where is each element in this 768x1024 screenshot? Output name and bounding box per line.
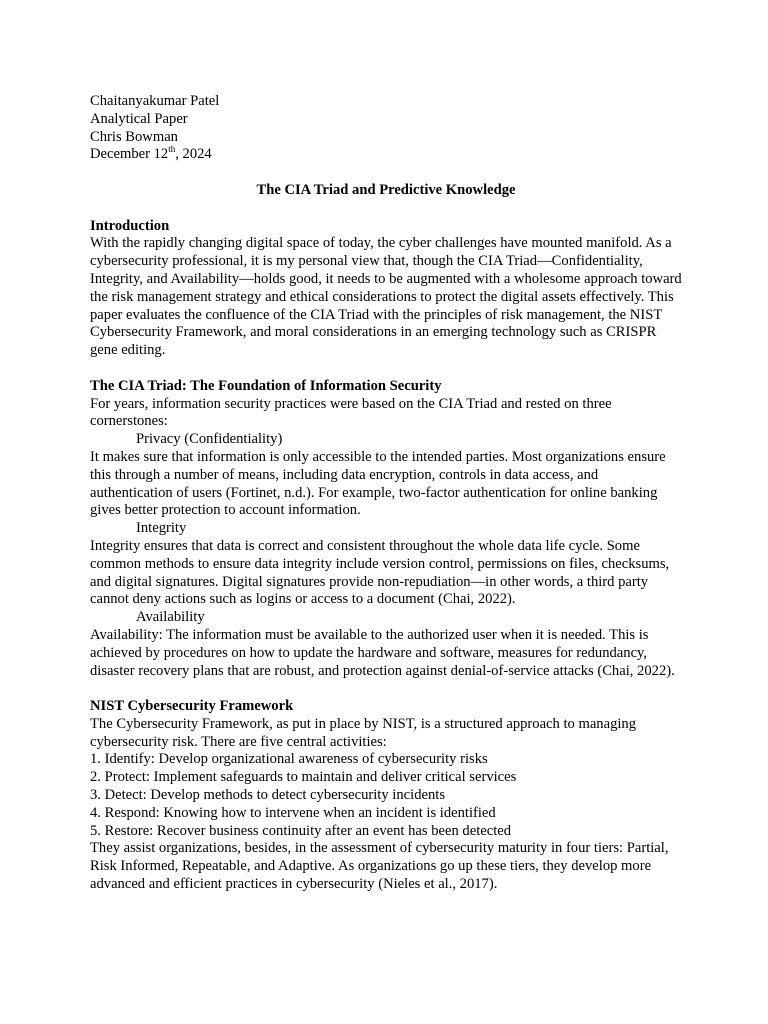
privacy-paragraph: It makes sure that information is only accessible to the intended parties. Most organizations ensure this through a number of means, including data encryption, controls in data access, and authentication of users (Fortinet, n.d.). For example, two-factor authentication for online banking gives better protection to account information. [90, 448, 666, 519]
nist-heading: NIST Cybersecurity Framework [90, 698, 294, 715]
integrity-paragraph: Integrity ensures that data is correct and consistent throughout the whole data life cycle. Some common methods to ensure data integrity include version control, permissions on files, checksums, and digital signatures. Digital signatures provide non-repudiation—in other words, a third party cannot deny actions such as logins or access to a document (Chai, 2022). [90, 537, 670, 608]
document-body [90, 93, 682, 894]
availability-subheading: Availability [136, 609, 205, 626]
nist-list-item: 4. Respond: Knowing how to intervene when an incident is identified [90, 804, 496, 821]
instructor-name: Chris Bowman [90, 128, 178, 145]
integrity-subheading: Integrity [136, 520, 187, 537]
paper-title: The CIA Triad and Predictive Knowledge [256, 181, 516, 198]
nist-list-item: 5. Restore: Recover business continuity after an event has been detected [90, 822, 512, 839]
date-suffix: , 2024 [175, 146, 212, 163]
date-ordinal: th [168, 144, 176, 155]
introduction-heading: Introduction [90, 217, 170, 234]
nist-list-item: 1. Identify: Develop organizational awareness of cybersecurity risks [90, 751, 488, 768]
cia-triad-heading: The CIA Triad: The Foundation of Information Security [90, 377, 442, 394]
nist-list-item: 3. Detect: Develop methods to detect cybersecurity incidents [90, 787, 445, 804]
introduction-paragraph: With the rapidly changing digital space of today, the cyber challenges have mounted manifold. As a cybersecurity professional, it is my personal view that, though the CIA Triad—Confidentiality, Integrity, and Availability—holds good, it needs to be augmented with a wholesome approach toward the risk management strategy and ethical considerations to protect the digital assets effectively. This paper evaluates the confluence of the CIA Triad with the principles of risk management, the NIST Cybersecurity Framework, and moral considerations in an emerging technology such as CRISPR gene editing. [90, 235, 682, 359]
availability-paragraph: Availability: The information must be available to the authorized user when it is needed. This is achieved by procedures on how to update the hardware and software, measures for redundancy, disaster recovery plans that are robust, and protection against denial-of-service attacks (Chai, 2022). [90, 626, 675, 679]
nist-intro: The Cybersecurity Framework, as put in place by NIST, is a structured approach to managing cybersecurity risk. There are five central activities: [90, 715, 637, 750]
date-prefix: December 12 [90, 146, 169, 163]
document-type: Analytical Paper [90, 110, 188, 127]
nist-tiers-paragraph: They assist organizations, besides, in the assessment of cybersecurity maturity in four tiers: Partial, Risk Informed, Repeatable, and Adaptive. As organizations go up these tiers, they develop more advanced and efficient practices in cybersecurity (Nieles et al., 2017). [90, 840, 669, 893]
author-name: Chaitanyakumar Patel [90, 93, 220, 109]
document-date [90, 146, 682, 164]
privacy-subheading: Privacy (Confidentiality) [136, 431, 283, 448]
cia-triad-intro: For years, information security practices were based on the CIA Triad and rested on three cornerstones: [90, 395, 612, 430]
nist-list-item: 2. Protect: Implement safeguards to maintain and deliver critical services [90, 769, 517, 786]
